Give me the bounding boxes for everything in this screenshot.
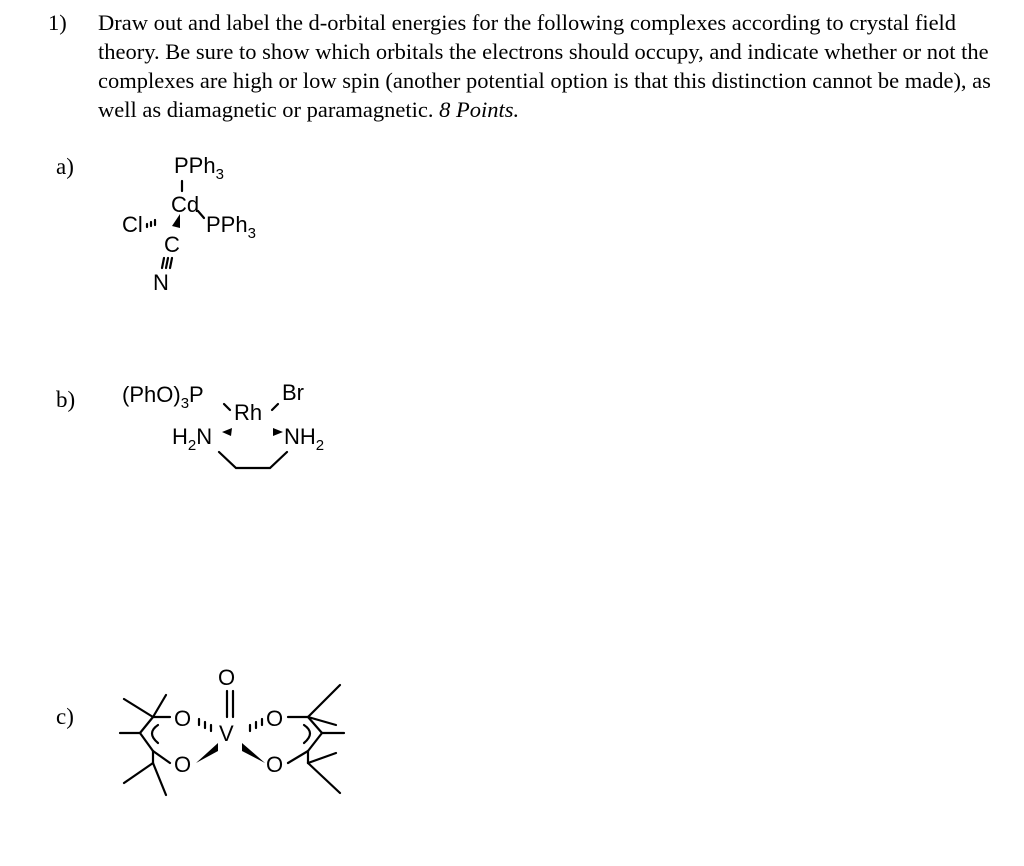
part-c-label: c) xyxy=(56,704,74,729)
structure-c xyxy=(110,655,360,815)
structure-a xyxy=(100,140,320,300)
atom-v: V xyxy=(219,721,234,746)
atom-c: C xyxy=(164,232,180,257)
atom-pph3-right: PPh$_3$ xyxy=(206,212,256,242)
bond-rh-br xyxy=(272,404,278,410)
part-b-label: b) xyxy=(56,387,76,412)
bond-rh-n-left-wedge xyxy=(222,428,232,436)
acac-ring-right xyxy=(288,685,344,793)
question-number: 1) xyxy=(48,10,67,35)
bond-v-o-hash-left xyxy=(199,719,211,731)
part-a-label: a) xyxy=(56,154,74,179)
bond-p-rh xyxy=(224,404,230,410)
bond-rh-n-right-wedge xyxy=(273,428,283,436)
atom-nh2: $NH_2$ xyxy=(284,424,325,454)
bond-v-o-wedge-left xyxy=(196,743,218,763)
bond-c-n-triple xyxy=(162,258,172,268)
atom-cl: Cl xyxy=(122,212,143,237)
atom-rh: Rh xyxy=(234,400,263,425)
atom-h2n: $H_2N$ xyxy=(172,424,213,454)
bond-v-o-double xyxy=(227,691,233,717)
atom-cd: Cd xyxy=(171,192,200,217)
bond-v-o-wedge-right xyxy=(242,743,265,763)
bond-v-o-hash-right xyxy=(250,719,262,731)
atom-o-right-bottom: O xyxy=(266,752,284,777)
acac-ring-left xyxy=(120,695,170,795)
structure-b xyxy=(110,370,360,500)
bond-cd-cl-hash xyxy=(147,220,155,227)
atom-pph3-top: PPh$_3$ xyxy=(174,153,224,183)
question-text xyxy=(98,8,998,124)
atom-pho3p: $(PhO)_3P$ xyxy=(122,382,204,412)
atom-n: N xyxy=(153,270,169,295)
question-body: Draw out and label the d-orbital energies for the following complexes according to crystal field theory. Be sure to show which orbitals the electrons should occupy, and indicate whether or not the complexes are high or low spin (another potential option is that this distinction cannot be made), as well as diamagnetic or paramagnetic. xyxy=(98,10,991,122)
atom-o-left-bottom: O xyxy=(174,752,192,777)
bond-ethylene-bridge xyxy=(219,452,287,468)
atom-br: Br xyxy=(282,380,304,405)
atom-o-left-top: O xyxy=(174,706,192,731)
atom-o-oxo: O xyxy=(218,665,236,690)
atom-o-right-top: O xyxy=(266,706,284,731)
question-points: 8 Points. xyxy=(439,97,520,122)
